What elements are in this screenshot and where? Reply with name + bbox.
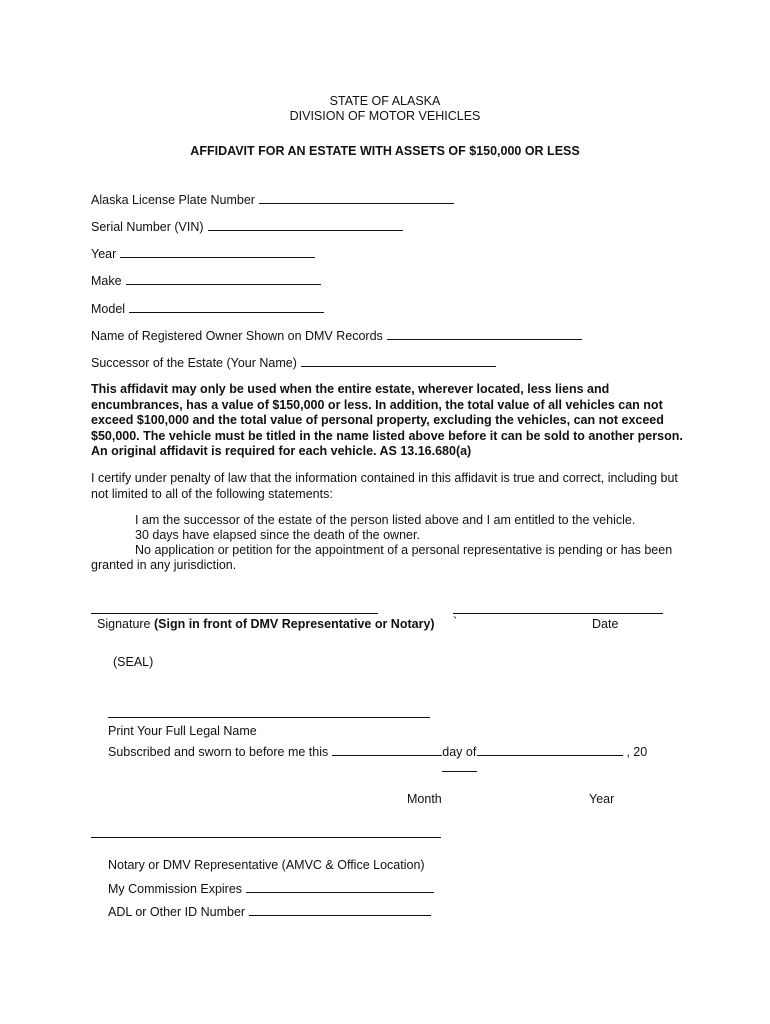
year-prefix: , 20: [626, 745, 648, 759]
commission-blank[interactable]: [246, 881, 434, 893]
notary-rep-label: Notary or DMV Representative (AMVC & Office Location): [108, 858, 425, 872]
plate-blank[interactable]: [259, 192, 454, 204]
notary-signature-line[interactable]: [91, 837, 441, 838]
successor-field-row[interactable]: [91, 355, 496, 370]
plate-field-row[interactable]: [91, 192, 454, 207]
sworn-extra-line[interactable]: [442, 771, 477, 772]
vin-field-row[interactable]: [91, 219, 403, 234]
date-label: Date: [592, 617, 619, 631]
sworn-row: [108, 744, 647, 759]
model-label: Model: [91, 302, 126, 316]
statement-30-days: 30 days have elapsed since the death of the owner.: [135, 528, 420, 542]
id-blank[interactable]: [249, 904, 431, 916]
year-label: Year: [91, 247, 117, 261]
year-blank[interactable]: [120, 246, 315, 258]
sworn-day-blank[interactable]: [332, 744, 442, 756]
signature-label: Signature: [97, 617, 154, 631]
statement-no-petition-cont: granted in any jurisdiction.: [91, 558, 237, 572]
vin-blank[interactable]: [208, 219, 403, 231]
sworn-prefix: Subscribed and sworn to before me this: [108, 745, 329, 759]
seal-label: (SEAL): [113, 655, 154, 669]
print-name-line[interactable]: [108, 717, 430, 718]
state-heading: STATE OF ALASKA: [329, 94, 441, 108]
day-of-label: day of: [442, 745, 477, 759]
make-blank[interactable]: [126, 273, 321, 285]
commission-row[interactable]: [108, 881, 434, 896]
month-label: Month: [407, 792, 442, 806]
signature-instruction: (Sign in front of DMV Representative or Notary): [153, 617, 435, 631]
sworn-month-blank[interactable]: [477, 744, 623, 756]
date-line[interactable]: [453, 613, 663, 614]
year-field-row[interactable]: [91, 246, 315, 261]
plate-label: Alaska License Plate Number: [91, 193, 255, 207]
vin-label: Serial Number (VIN): [91, 220, 204, 234]
print-name-label: Print Your Full Legal Name: [108, 724, 257, 738]
owner-label: Name of Registered Owner Shown on DMV Records: [91, 329, 383, 343]
make-field-row[interactable]: [91, 273, 321, 288]
successor-label: Successor of the Estate (Your Name): [91, 356, 297, 370]
certify-statement: I certify under penalty of law that the information contained in this affidavit is true and correct, including but not limited to all of the following statements:: [91, 471, 678, 501]
tick-mark: `: [453, 615, 458, 629]
eligibility-notice: This affidavit may only be used when the entire estate, wherever located, less liens and encumbrances, has a value of $150,000 or less. In addition, the total value of all vehicles can not exceed $100,000 and the total value of personal property, excluding the vehicles, can not exceed $50,000. The vehicle must be titled in the name listed above before it can be sold to another person. An original affidavit is required for each vehicle. AS 13.16.680(a): [91, 382, 683, 458]
signature-label-row: [97, 617, 435, 631]
commission-label: My Commission Expires: [108, 882, 243, 896]
model-field-row[interactable]: [91, 301, 324, 316]
owner-field-row[interactable]: [91, 328, 582, 343]
model-blank[interactable]: [129, 301, 324, 313]
statement-no-petition: No application or petition for the appointment of a personal representative is pending or has been: [135, 543, 673, 557]
id-row[interactable]: [108, 904, 431, 919]
statement-successor: I am the successor of the estate of the person listed above and I am entitled to the vehicle.: [135, 513, 636, 527]
make-label: Make: [91, 274, 122, 288]
signature-line[interactable]: [91, 613, 378, 614]
form-title: AFFIDAVIT FOR AN ESTATE WITH ASSETS OF $150,000 OR LESS: [190, 144, 580, 158]
division-heading: DIVISION OF MOTOR VEHICLES: [289, 109, 481, 123]
year-label-bottom: Year: [589, 792, 615, 806]
owner-blank[interactable]: [387, 328, 582, 340]
id-label: ADL or Other ID Number: [108, 905, 246, 919]
successor-blank[interactable]: [301, 355, 496, 367]
